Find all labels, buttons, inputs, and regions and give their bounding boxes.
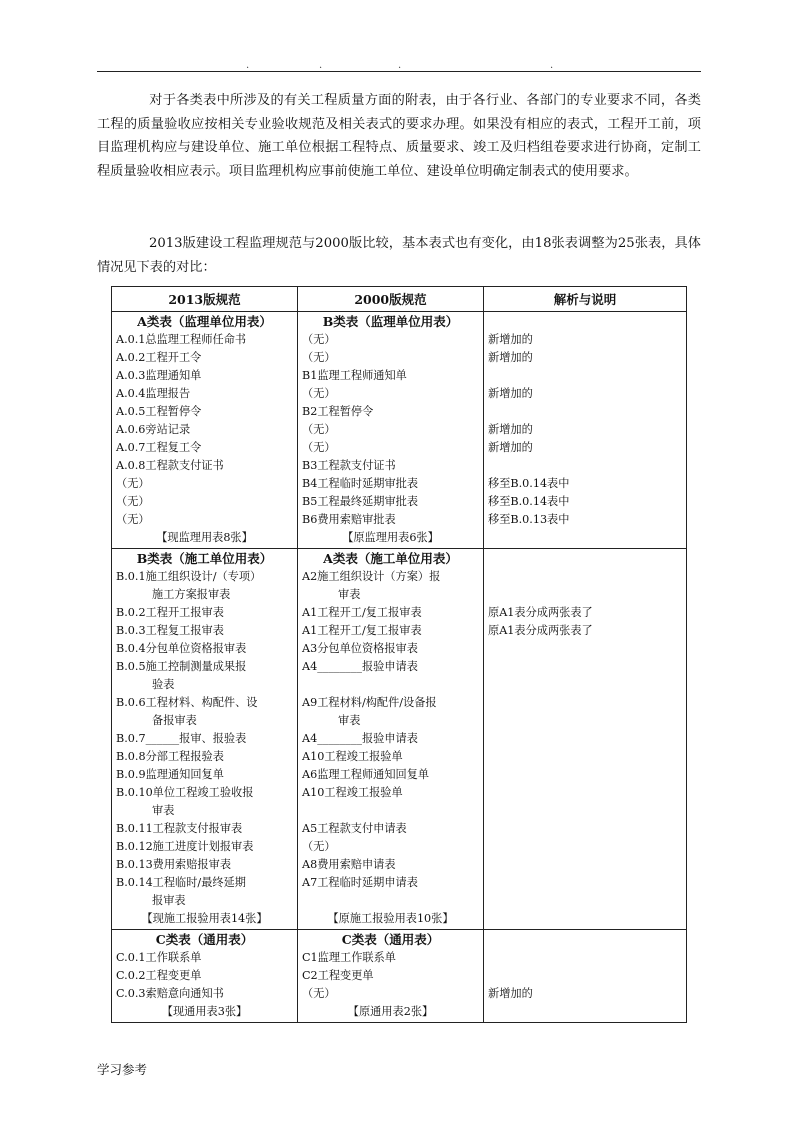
section-cell-2013 <box>112 549 298 930</box>
form-line: A2施工组织设计（方案）报 <box>302 570 441 583</box>
note-line: 移至B.0.14表中 <box>488 477 570 490</box>
header-2000: 2000版规范 <box>298 287 484 312</box>
form-line: （无） <box>302 441 336 454</box>
form-line: A.0.6旁站记录 <box>116 423 191 436</box>
note-line <box>488 748 682 766</box>
form-line: B1监理工程师通知单 <box>302 369 407 382</box>
note-line: 新增加的 <box>488 441 533 454</box>
note-line: 新增加的 <box>488 333 533 346</box>
section-heading: C类表（通用表） <box>155 932 254 947</box>
intro-paragraph <box>97 89 701 183</box>
form-line: B4工程临时延期审批表 <box>302 477 419 490</box>
intro-paragraph-text: 对于各类表中所涉及的有关工程质量方面的附表，由于各行业、各部门的专业要求不同，各类工程的质量验收应按相关专业验收规范及相关表式的要求办理。如果没有相应的表式，工程开工前，项目监理机构应与建设单位、施工单位根据工程特点、质量要求、竣工及归档组卷要求进行协商，定制工程质量验收相应表示。项目监理机构应事前使施工单位、建设单位明确定制表式的使用要求。 <box>97 93 701 179</box>
note-line <box>488 838 682 856</box>
total-spacer <box>488 910 682 928</box>
note-line: 新增加的 <box>488 987 533 1000</box>
note-line <box>488 949 682 967</box>
note-line <box>488 457 682 475</box>
form-line: C.0.3索赔意向通知书 <box>116 987 224 1000</box>
note-line <box>488 874 682 892</box>
total-spacer <box>488 1003 682 1021</box>
form-line: C2工程变更单 <box>302 969 374 982</box>
table-section-row <box>112 930 687 1023</box>
form-line: A4________报验申请表 <box>302 660 418 673</box>
form-line: B.0.10单位工程竣工验收报 <box>116 786 254 799</box>
form-line: A.0.7工程复工令 <box>116 441 202 454</box>
section-heading-spacer <box>488 550 682 568</box>
section-total: 【现通用表3张】 <box>161 1005 248 1018</box>
section-total: 【原施工报验用表10张】 <box>327 912 454 925</box>
note-line <box>488 802 682 820</box>
form-line: B.0.13费用索赔报审表 <box>116 858 232 871</box>
note-line <box>488 640 682 658</box>
section-heading: A类表（监理单位用表） <box>137 314 272 329</box>
form-line: A.0.8工程款支付证书 <box>116 459 224 472</box>
form-line: A3分包单位资格报审表 <box>302 642 418 655</box>
header-rule <box>97 71 701 72</box>
form-line: （无） <box>302 987 336 1000</box>
form-line: B.0.1施工组织设计/（专项） <box>116 570 262 583</box>
table-header-row <box>112 287 687 312</box>
form-line: B.0.8分部工程报验表 <box>116 750 224 763</box>
form-line: （无） <box>116 513 150 526</box>
form-line: A1工程开工/复工报审表 <box>302 606 422 619</box>
note-line <box>488 967 682 985</box>
form-line: A8费用索赔申请表 <box>302 858 396 871</box>
form-line <box>302 676 479 694</box>
section-cell-2000 <box>298 930 484 1023</box>
note-line: 新增加的 <box>488 423 533 436</box>
table-section-row <box>112 549 687 930</box>
form-line: B5工程最终延期审批表 <box>302 495 419 508</box>
note-line <box>488 784 682 802</box>
form-line: （无） <box>302 840 336 853</box>
section-total: 【现监理用表8张】 <box>156 531 253 544</box>
section-total: 【现施工报验用表14张】 <box>141 912 268 925</box>
form-line: B.0.7______报审、报验表 <box>116 732 247 745</box>
section-cell-2000 <box>298 312 484 549</box>
header-dot: . <box>550 60 554 71</box>
section-cell-notes <box>484 930 687 1023</box>
comparison-paragraph-text: 2013版建设工程监理规范与2000版比较，基本表式也有变化，由18张表调整为25张表，具体情况见下表的对比： <box>97 236 701 275</box>
form-line: A1工程开工/复工报审表 <box>302 624 422 637</box>
form-line: B.0.6工程材料、构配件、设 <box>116 696 258 709</box>
section-heading-spacer <box>488 931 682 949</box>
note-line <box>488 367 682 385</box>
section-heading-spacer <box>488 313 682 331</box>
form-line: A4________报验申请表 <box>302 732 418 745</box>
note-line <box>488 694 682 712</box>
note-line: 移至B.0.13表中 <box>488 513 570 526</box>
total-spacer <box>488 529 682 547</box>
form-line: A7工程临时延期申请表 <box>302 876 418 889</box>
form-line: B.0.11工程款支付报审表 <box>116 822 243 835</box>
section-cell-notes <box>484 549 687 930</box>
form-line: B.0.14工程临时/最终延期 <box>116 876 246 889</box>
section-cell-2013 <box>112 930 298 1023</box>
note-line <box>488 676 682 694</box>
form-line: （无） <box>116 495 150 508</box>
form-line: B.0.12施工进度计划报审表 <box>116 840 254 853</box>
form-line: C.0.2工程变更单 <box>116 969 202 982</box>
note-line <box>488 586 682 604</box>
header-dot: . <box>398 60 402 71</box>
form-line: B.0.2工程开工报审表 <box>116 606 224 619</box>
section-heading: B类表（监理单位用表） <box>322 314 459 329</box>
section-heading: B类表（施工单位用表） <box>136 551 273 566</box>
form-line: （无） <box>302 387 336 400</box>
section-total: 【原通用表2张】 <box>347 1005 434 1018</box>
note-line <box>488 403 682 421</box>
form-line: 审表 <box>338 588 361 601</box>
form-line: （无） <box>302 351 336 364</box>
note-line: 原A1表分成两张表了 <box>488 624 593 637</box>
form-line: A10工程竣工报验单 <box>302 786 403 799</box>
form-line: A6监理工程师通知回复单 <box>302 768 430 781</box>
form-line: 验表 <box>152 678 175 691</box>
form-line: 审表 <box>152 804 175 817</box>
section-heading: C类表（通用表） <box>341 932 440 947</box>
note-line <box>488 856 682 874</box>
form-line: B.0.4分包单位资格报审表 <box>116 642 247 655</box>
form-line: B6费用索赔审批表 <box>302 513 396 526</box>
form-line: 备报审表 <box>152 714 197 727</box>
section-heading: A类表（施工单位用表） <box>323 551 458 566</box>
header-dot: . <box>319 60 323 71</box>
section-cell-2000 <box>298 549 484 930</box>
form-line: A.0.2工程开工令 <box>116 351 202 364</box>
form-line <box>302 802 479 820</box>
form-line: 报审表 <box>152 894 186 907</box>
form-line: A.0.1总监理工程师任命书 <box>116 333 247 346</box>
form-line: B2工程暂停令 <box>302 405 374 418</box>
form-line <box>302 892 479 910</box>
form-line: C.0.1工作联系单 <box>116 951 202 964</box>
form-line: A.0.5工程暂停令 <box>116 405 202 418</box>
form-line: B3工程款支付证书 <box>302 459 396 472</box>
form-line: 施工方案报审表 <box>152 588 231 601</box>
note-line <box>488 730 682 748</box>
form-line: A.0.3监理通知单 <box>116 369 202 382</box>
form-line: B.0.9监理通知回复单 <box>116 768 224 781</box>
section-cell-2013 <box>112 312 298 549</box>
note-line <box>488 892 682 910</box>
note-line <box>488 766 682 784</box>
header-dot: . <box>246 60 250 71</box>
form-line: （无） <box>302 333 336 346</box>
note-line: 新增加的 <box>488 387 533 400</box>
form-line: B.0.3工程复工报审表 <box>116 624 224 637</box>
note-line <box>488 658 682 676</box>
form-line: （无） <box>116 477 150 490</box>
form-line: B.0.5施工控制测量成果报 <box>116 660 247 673</box>
form-line: A5工程款支付申请表 <box>302 822 407 835</box>
form-line: A10工程竣工报验单 <box>302 750 403 763</box>
note-line <box>488 712 682 730</box>
section-total: 【原监理用表6张】 <box>342 531 439 544</box>
form-line: 审表 <box>338 714 361 727</box>
header-2013: 2013版规范 <box>112 287 298 312</box>
note-line: 新增加的 <box>488 351 533 364</box>
form-line: A9工程材料/构配件/设备报 <box>302 696 437 709</box>
note-line <box>488 820 682 838</box>
form-line: A.0.4监理报告 <box>116 387 191 400</box>
note-line: 移至B.0.14表中 <box>488 495 570 508</box>
form-line: （无） <box>302 423 336 436</box>
note-line: 原A1表分成两张表了 <box>488 606 593 619</box>
note-line <box>488 568 682 586</box>
section-cell-notes <box>484 312 687 549</box>
table-section-row <box>112 312 687 549</box>
comparison-paragraph <box>97 232 701 279</box>
form-line: C1监理工作联系单 <box>302 951 396 964</box>
footer-text: 学习参考 <box>97 1062 148 1077</box>
header-notes: 解析与说明 <box>484 287 687 312</box>
comparison-table <box>111 286 687 1023</box>
